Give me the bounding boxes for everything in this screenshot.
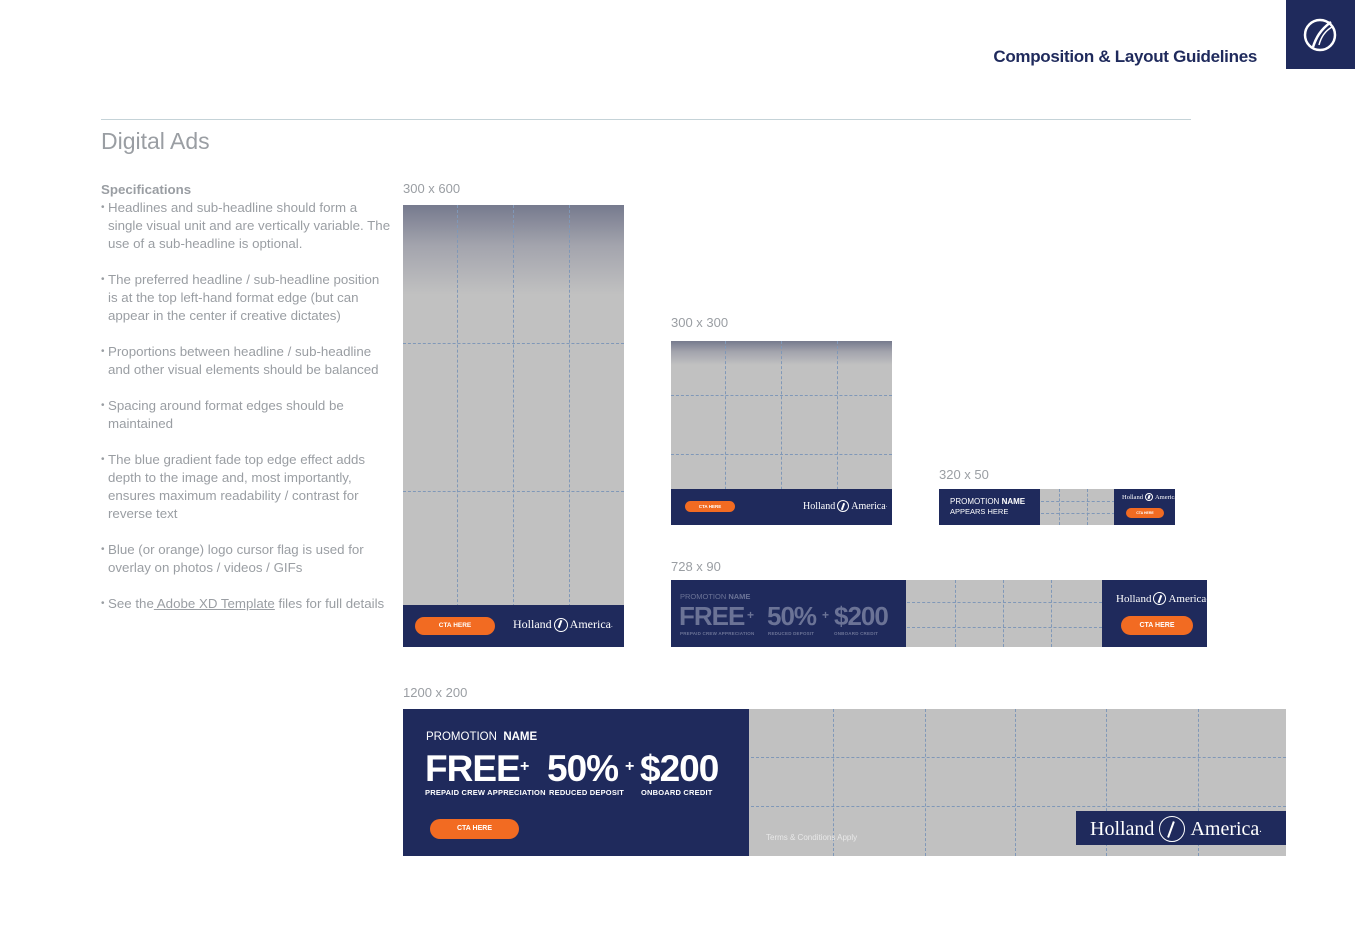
template-suffix: files for full details <box>274 596 385 611</box>
dollar-headline: $200 <box>834 601 888 631</box>
plus-sign: + <box>520 758 530 775</box>
flag-icon <box>1159 816 1185 842</box>
promotion-text: PROMOTION <box>950 497 1000 506</box>
adobe-xd-template-link[interactable]: Adobe XD Template <box>153 596 275 611</box>
promo-line <box>426 731 537 743</box>
promo-panel <box>671 580 906 647</box>
plus-sign: + <box>625 758 635 775</box>
cta-button[interactable]: CTA HERE <box>430 819 519 839</box>
plus-sign: + <box>822 608 830 622</box>
brand-holland: Holland <box>1116 592 1152 605</box>
promo-panel <box>403 709 749 856</box>
ad-size-label-300x600: 300 x 600 <box>403 181 461 196</box>
percent-headline: 50% <box>547 748 619 789</box>
holland-america-logo: Holland America . <box>1090 816 1262 842</box>
layout-grid-line <box>403 343 624 344</box>
spec-bullet: • Blue (or orange) logo cursor flag is used for overlay on photos / videos / GIFs <box>101 541 391 577</box>
ad-300x600 <box>403 205 624 647</box>
layout-grid-line <box>513 205 514 647</box>
caption-credit: ONBOARD CREDIT <box>834 631 879 636</box>
layout-grid-line <box>569 205 570 647</box>
promo-panel <box>939 489 1040 525</box>
brand-holland: Holland <box>1122 493 1143 501</box>
spec-bullet-template <box>101 595 391 613</box>
promotion-name: NAME <box>503 731 538 743</box>
holland-america-flag-icon <box>1286 0 1355 69</box>
promo-line: PROMOTION NAME <box>680 592 751 601</box>
cta-button[interactable]: CTA HERE <box>415 617 495 635</box>
ad-728x90 <box>671 580 1207 647</box>
layout-grid-line <box>671 395 892 396</box>
layout-grid-line <box>907 602 1102 603</box>
layout-grid-line <box>457 205 458 647</box>
spec-bullet: • The blue gradient fade top edge effect adds depth to the image and, most importantly, ensures maximum readability / contrast for reverse text <box>101 451 391 523</box>
layout-grid-line <box>1059 489 1060 525</box>
appears-here-text: APPEARS HERE <box>950 507 1009 516</box>
cta-button[interactable]: CTA HERE <box>1121 616 1193 635</box>
layout-grid-line <box>1015 709 1016 856</box>
divider <box>101 119 1191 120</box>
spec-bullet: • Proportions between headline / sub-headline and other visual elements should be balanced <box>101 343 391 379</box>
brand-holland: Holland <box>513 617 552 631</box>
free-headline: FREE <box>679 601 745 631</box>
flag-icon <box>1145 493 1153 501</box>
header-title: Composition & Layout Guidelines <box>993 47 1257 66</box>
layout-grid-line <box>1051 580 1052 647</box>
ad-1200x200 <box>403 709 1286 856</box>
layout-grid-line <box>1087 489 1088 525</box>
brand-america: America <box>851 500 886 512</box>
spec-bullet: • The preferred headline / sub-headline position is at the top left-hand format edge (but can appear in the center if creative dictates) <box>101 271 391 325</box>
layout-grid-line <box>1041 513 1115 514</box>
brand-panel <box>1102 580 1207 647</box>
specifications-panel <box>101 181 391 631</box>
brand-america: America <box>1154 493 1178 501</box>
ad-320x50 <box>939 489 1178 525</box>
layout-grid-line <box>671 454 892 455</box>
layout-grid-line <box>1041 501 1115 502</box>
percent-headline: 50% <box>767 601 817 631</box>
caption-prepaid: PREPAID CREW APPRECIATION <box>680 631 755 636</box>
promotion-name: NAME <box>1001 497 1026 506</box>
brand-holland: Holland <box>1090 817 1155 840</box>
ad-300x300 <box>671 341 892 525</box>
free-headline: FREE <box>425 748 520 789</box>
ad-footer-bar <box>403 605 624 647</box>
ad-size-label-728x90: 728 x 90 <box>671 559 721 574</box>
caption-deposit: REDUCED DEPOSIT <box>768 631 815 636</box>
caption-deposit: REDUCED DEPOSIT <box>549 788 625 797</box>
holland-america-logo: Holland America . <box>803 500 888 512</box>
flag-icon <box>554 618 568 632</box>
brand-panel <box>1076 811 1286 845</box>
layout-grid-line <box>955 580 956 647</box>
promo-line <box>950 497 1025 506</box>
brand-america: America <box>1190 817 1260 840</box>
holland-america-logo: Holland America . <box>1116 592 1208 605</box>
caption-prepaid: PREPAID CREW APPRECIATION <box>425 788 546 797</box>
dollar-headline: $200 <box>640 748 719 789</box>
flag-icon <box>1153 592 1166 605</box>
layout-grid-line <box>907 627 1102 628</box>
promotion-text: PROMOTION <box>426 731 497 743</box>
terms-text: Terms & Conditions Apply <box>766 833 858 842</box>
ad-size-label-300x300: 300 x 300 <box>671 315 729 330</box>
layout-grid-line <box>751 757 1286 758</box>
section-title: Digital Ads <box>101 128 210 154</box>
brand-america: America <box>569 617 611 631</box>
brand-panel <box>1114 489 1178 525</box>
flag-icon <box>837 500 849 512</box>
layout-grid-line <box>751 806 1286 807</box>
specifications-heading: Specifications <box>101 182 192 197</box>
cta-button[interactable]: CTA HERE <box>1126 508 1164 518</box>
ad-footer-bar <box>671 489 892 525</box>
plus-sign: + <box>747 608 755 622</box>
layout-grid-line <box>925 709 926 856</box>
ad-size-label-320x50: 320 x 50 <box>939 467 989 482</box>
template-prefix: See the <box>108 596 154 611</box>
brand-logo-tab <box>1286 0 1355 69</box>
caption-credit: ONBOARD CREDIT <box>641 788 713 797</box>
layout-grid-line <box>403 491 624 492</box>
brand-holland: Holland <box>803 500 836 512</box>
cta-button[interactable]: CTA HERE <box>685 501 735 512</box>
layout-grid-line <box>1003 580 1004 647</box>
holland-america-logo <box>1122 493 1177 501</box>
ad-size-label-1200x200: 1200 x 200 <box>403 685 468 700</box>
brand-america: America <box>1168 592 1207 605</box>
holland-america-logo: Holland America . <box>513 617 613 631</box>
spec-bullet: • Headlines and sub-headline should form a single visual unit and are vertically variable. The use of a sub-headline is optional. <box>101 199 391 253</box>
spec-bullet: • Spacing around format edges should be maintained <box>101 397 391 433</box>
